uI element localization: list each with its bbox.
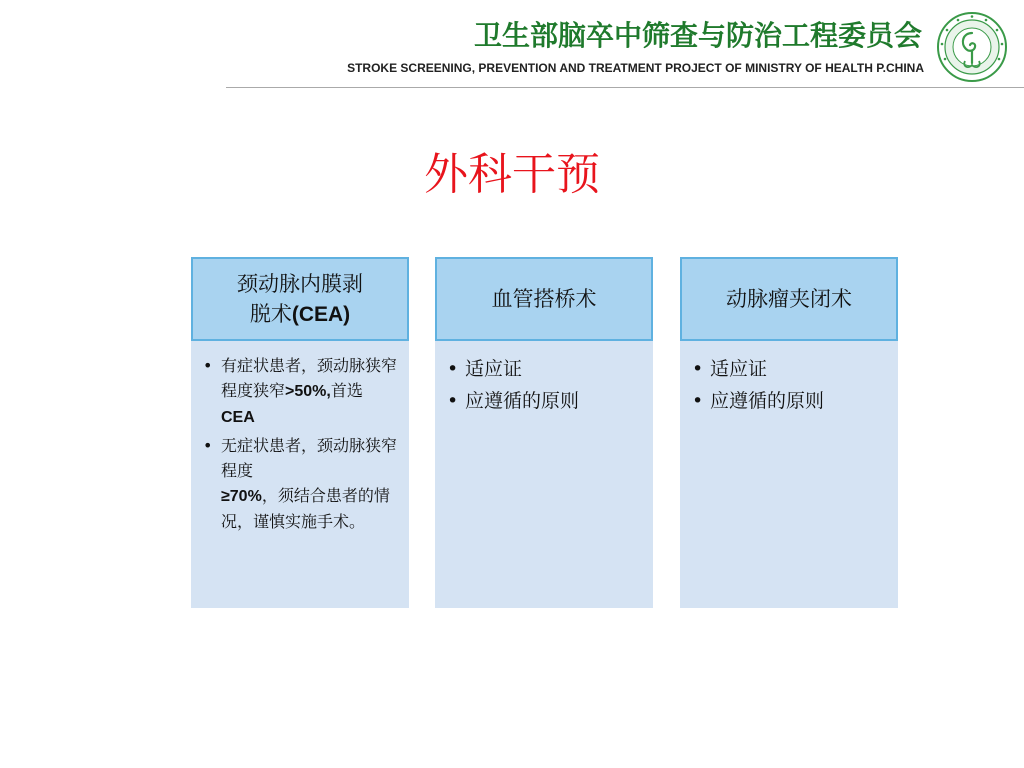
card-header (680, 257, 898, 341)
list-item (201, 433, 401, 534)
item-text: 无症状患者，颈动脉狭窄程度 (221, 436, 398, 480)
list-item: • 应遵循的原则 (445, 385, 645, 417)
card-title-line2-cn: 脱术 (249, 301, 292, 326)
list-item: • 应遵循的原则 (690, 385, 890, 417)
ministry-emblem-icon (936, 11, 1008, 83)
card-cea (191, 257, 409, 608)
item-text: ，须结合患者的情况，谨慎实施手术。 (221, 486, 390, 531)
card-bypass (435, 257, 653, 608)
item-threshold: ≥70% (221, 488, 262, 505)
item-abbrev: CEA (221, 409, 255, 426)
card-header (435, 257, 653, 341)
org-title: 卫生部脑卒中筛查与防治工程委员会 (473, 19, 922, 52)
indication-list (445, 353, 645, 417)
item-threshold: >50%, (285, 383, 331, 400)
card-title-line1: 颈动脉内膜剥 (237, 271, 363, 296)
list-item: • 适应证 (445, 353, 645, 385)
card-title: 动脉瘤夹闭术 (726, 287, 852, 311)
org-subtitle: STROKE SCREENING, PREVENTION AND TREATMENT PROJECT OF MINISTRY OF HEALTH P.CHINA (347, 61, 924, 75)
card-header (191, 257, 409, 341)
card-title-line2-en: (CEA) (291, 302, 351, 326)
slide-title: 外科干预 (424, 149, 600, 200)
indication-list (201, 353, 401, 537)
item-text: 首选 (330, 381, 363, 400)
indication-list (690, 353, 890, 417)
list-item: • 适应证 (690, 353, 890, 385)
list-item (201, 353, 401, 430)
card-aneurysm-clipping (680, 257, 898, 608)
card-title: 血管搭桥术 (491, 287, 597, 311)
header-divider (226, 87, 1024, 88)
item-text: 有症状患者，颈动脉狭窄程度狭窄 (221, 356, 398, 400)
